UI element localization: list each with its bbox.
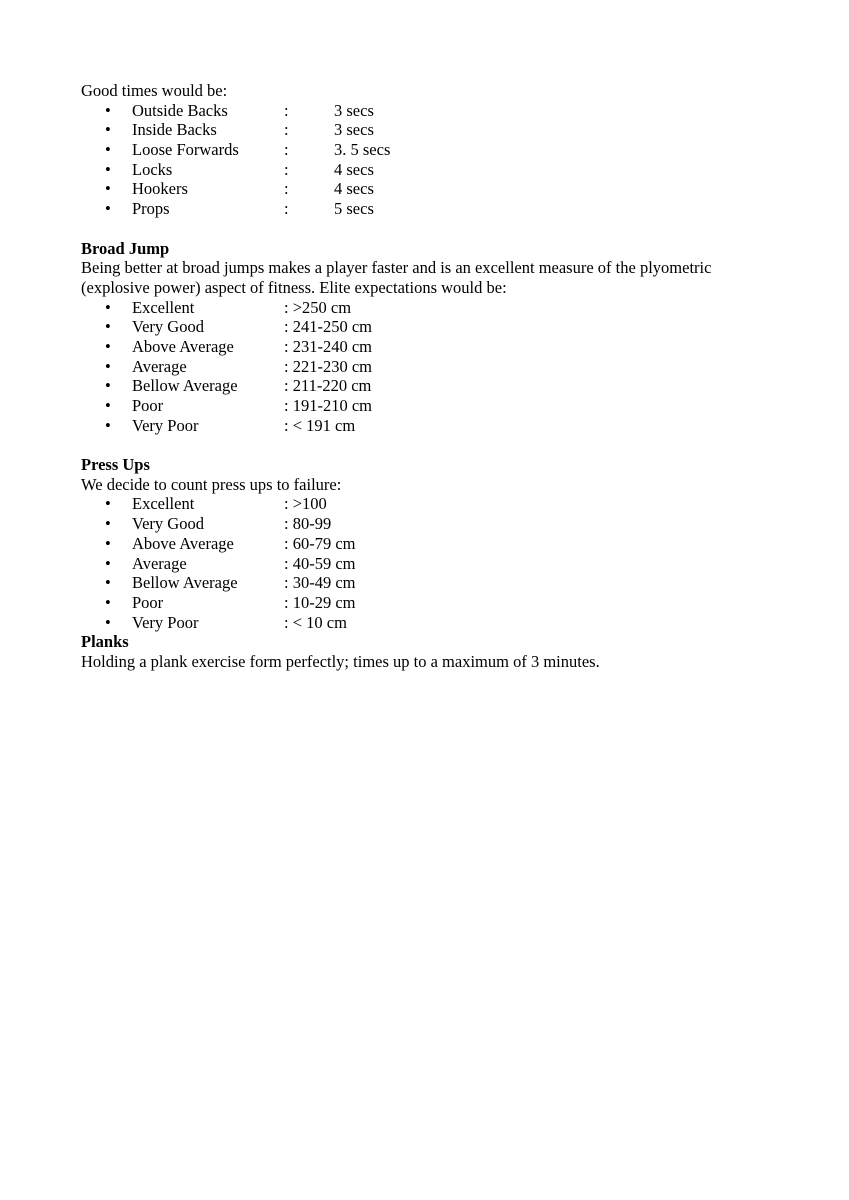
item-value: 4 secs (334, 159, 374, 179)
broad-jump-description: Being better at broad jumps makes a player faster and is an excellent measure of the plyometric (explosive power) aspect of fitness. Elite expectations would be: (81, 258, 712, 297)
list-item (81, 160, 771, 180)
item-value: : < 191 cm (284, 415, 356, 435)
bullet-icon: • (105, 396, 111, 416)
list-item (81, 179, 771, 199)
list-item (81, 140, 771, 160)
item-value: : 241-250 cm (284, 317, 372, 337)
item-value: : 30-49 cm (284, 573, 356, 593)
press-ups-list (81, 494, 771, 632)
bullet-icon: • (105, 356, 111, 376)
broad-jump-list (81, 298, 771, 436)
list-item (81, 593, 771, 613)
bullet-icon: • (105, 336, 111, 356)
item-colon: : (284, 100, 289, 120)
item-label: Outside Backs (132, 100, 228, 120)
item-colon: : (284, 179, 289, 199)
item-value: : >250 cm (284, 297, 352, 317)
bullet-icon: • (105, 317, 111, 337)
item-value: 5 secs (334, 199, 374, 219)
list-item (81, 120, 771, 140)
press-ups-description: We decide to count press ups to failure: (81, 474, 342, 494)
bullet-icon: • (105, 376, 111, 396)
item-label: Average (132, 553, 187, 573)
item-value: : 211-220 cm (284, 376, 372, 396)
item-value: : 10-29 cm (284, 592, 356, 612)
list-item (81, 396, 771, 416)
list-item (81, 337, 771, 357)
bullet-icon: • (105, 140, 111, 160)
item-value: 3 secs (334, 100, 374, 120)
item-value: : >100 (284, 494, 327, 514)
list-item (81, 494, 771, 514)
good-times-list (81, 101, 771, 219)
item-label: Bellow Average (132, 376, 238, 396)
item-label: Props (132, 199, 170, 219)
list-item (81, 554, 771, 574)
item-label: Excellent (132, 297, 195, 317)
item-label: Hookers (132, 179, 188, 199)
press-ups-heading: Press Ups (81, 455, 150, 475)
bullet-icon: • (105, 612, 111, 632)
bullet-icon: • (105, 199, 111, 219)
item-label: Inside Backs (132, 120, 217, 140)
item-value: : 231-240 cm (284, 336, 372, 356)
broad-jump-heading: Broad Jump (81, 238, 170, 258)
item-value: : 60-79 cm (284, 533, 356, 553)
item-value: 3 secs (334, 120, 374, 140)
list-item (81, 376, 771, 396)
item-label: Poor (132, 592, 164, 612)
bullet-icon: • (105, 100, 111, 120)
document-page (81, 81, 771, 672)
item-value: : < 10 cm (284, 612, 347, 632)
item-colon: : (284, 120, 289, 140)
list-item (81, 416, 771, 436)
item-label: Very Poor (132, 415, 199, 435)
list-item (81, 613, 771, 633)
item-label: Excellent (132, 494, 195, 514)
item-colon: : (284, 140, 289, 160)
item-label: Loose Forwards (132, 140, 239, 160)
item-label: Very Good (132, 514, 204, 534)
bullet-icon: • (105, 494, 111, 514)
bullet-icon: • (105, 415, 111, 435)
spacer (81, 219, 771, 239)
item-value: : 80-99 (284, 514, 332, 534)
list-item (81, 534, 771, 554)
bullet-icon: • (105, 533, 111, 553)
good-times-intro: Good times would be: (81, 81, 228, 100)
spacer (81, 435, 771, 455)
bullet-icon: • (105, 120, 111, 140)
item-value: : 191-210 cm (284, 396, 372, 416)
item-value: : 221-230 cm (284, 356, 372, 376)
bullet-icon: • (105, 159, 111, 179)
item-label: Poor (132, 396, 164, 416)
list-item (81, 573, 771, 593)
item-label: Bellow Average (132, 573, 238, 593)
item-value: 4 secs (334, 179, 374, 199)
planks-description: Holding a plank exercise form perfectly; times up to a maximum of 3 minutes. (81, 651, 600, 671)
bullet-icon: • (105, 573, 111, 593)
item-colon: : (284, 199, 289, 219)
bullet-icon: • (105, 592, 111, 612)
item-label: Average (132, 356, 187, 376)
item-label: Above Average (132, 336, 234, 356)
list-item (81, 357, 771, 377)
item-colon: : (284, 159, 289, 179)
list-item (81, 514, 771, 534)
item-value: 3. 5 secs (334, 140, 391, 160)
list-item (81, 101, 771, 121)
item-value: : 40-59 cm (284, 553, 356, 573)
list-item (81, 317, 771, 337)
bullet-icon: • (105, 297, 111, 317)
bullet-icon: • (105, 514, 111, 534)
list-item (81, 298, 771, 318)
item-label: Locks (132, 159, 173, 179)
item-label: Very Good (132, 317, 204, 337)
item-label: Above Average (132, 533, 234, 553)
bullet-icon: • (105, 179, 111, 199)
bullet-icon: • (105, 553, 111, 573)
planks-heading: Planks (81, 632, 129, 652)
list-item (81, 199, 771, 219)
item-label: Very Poor (132, 612, 199, 632)
